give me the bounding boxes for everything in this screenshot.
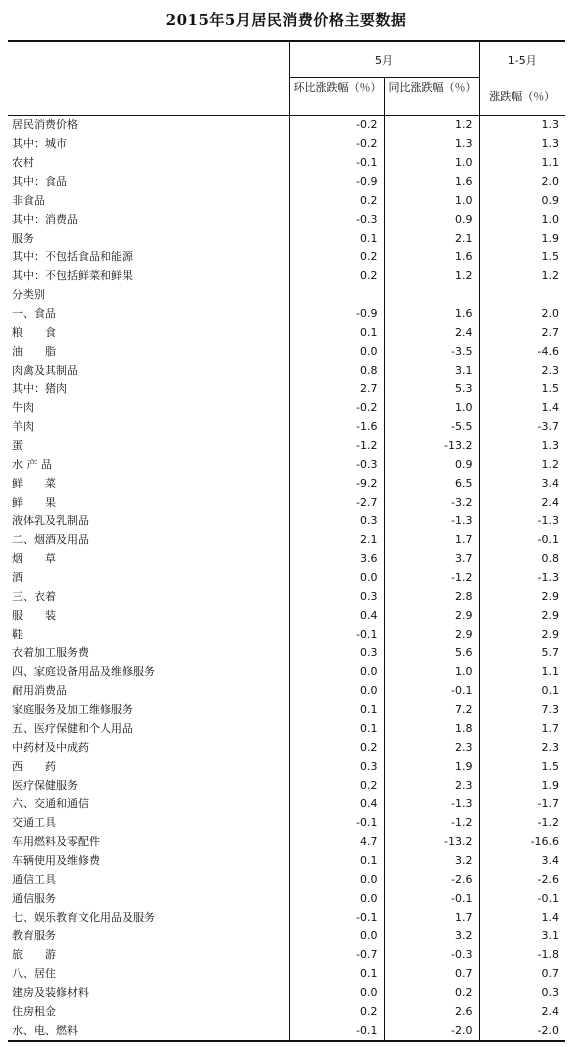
cumulative-change-value: 2.9: [479, 587, 565, 606]
yoy-change-value: -2.0: [384, 1021, 479, 1041]
row-label: 其中：消费品: [12, 212, 78, 226]
mom-change-value: 0.4: [289, 795, 384, 814]
cumulative-change-value: 1.3: [479, 116, 565, 135]
yoy-change-value: 0.7: [384, 965, 479, 984]
table-row: [8, 984, 565, 1003]
yoy-change-value: 3.7: [384, 550, 479, 569]
yoy-change-value: 1.2: [384, 267, 479, 286]
cumulative-change-value: 2.4: [479, 493, 565, 512]
yoy-change-value: 1.0: [384, 154, 479, 173]
yoy-change-value: -0.1: [384, 889, 479, 908]
cumulative-change-value: 0.7: [479, 965, 565, 984]
cumulative-change-value: -1.8: [479, 946, 565, 965]
mom-change-value: -0.3: [289, 210, 384, 229]
cumulative-change-value: -2.0: [479, 1021, 565, 1041]
yoy-change-value: -3.2: [384, 493, 479, 512]
table-row: [8, 455, 565, 474]
row-label: 车辆使用及维修费: [12, 853, 100, 867]
yoy-change-value: -1.2: [384, 814, 479, 833]
mom-change-value: 0.4: [289, 606, 384, 625]
mom-change-value: 0.1: [289, 229, 384, 248]
cumulative-change-value: -1.3: [479, 569, 565, 588]
table-row: [8, 380, 565, 399]
row-label: 耐用消费品: [12, 684, 67, 698]
mom-change-value: 4.7: [289, 833, 384, 852]
yoy-change-value: 2.6: [384, 1002, 479, 1021]
mom-change-value: -0.1: [289, 625, 384, 644]
table-row: [8, 757, 565, 776]
row-label: 水、电、燃料: [8, 1021, 289, 1041]
row-label: 家庭服务及加工维修服务: [12, 703, 133, 717]
row-label: 五、医疗保健和个人用品: [12, 721, 133, 735]
cumulative-change-value: -0.1: [479, 889, 565, 908]
yoy-change-value: -1.2: [384, 569, 479, 588]
table-row: [8, 286, 565, 305]
mom-change-value: -0.1: [289, 1021, 384, 1041]
cumulative-column-header: 1-5月: [479, 41, 565, 78]
mom-change-value: 0.0: [289, 927, 384, 946]
table-row: [8, 323, 565, 342]
row-label: 旅 游: [12, 948, 56, 962]
table-row: [8, 644, 565, 663]
row-label: 牛肉: [12, 401, 34, 415]
mom-change-value: 0.1: [289, 701, 384, 720]
row-label: 鞋: [12, 627, 23, 641]
table-row: [8, 210, 565, 229]
table-row: [8, 663, 565, 682]
row-label: 分类别: [12, 288, 45, 302]
table-row: [8, 852, 565, 871]
table-header: [8, 41, 565, 116]
mom-change-value: -0.7: [289, 946, 384, 965]
row-label: 建房及装修材料: [12, 985, 89, 999]
cumulative-change-value: -1.3: [479, 512, 565, 531]
row-label: 酒: [12, 571, 23, 585]
yoy-change-value: 2.8: [384, 587, 479, 606]
cumulative-change-value: -4.6: [479, 342, 565, 361]
yoy-change-value: 2.9: [384, 625, 479, 644]
mom-change-value: 0.3: [289, 587, 384, 606]
row-label: 通信服务: [12, 891, 56, 905]
table-row: [8, 229, 565, 248]
cumulative-change-value: -2.6: [479, 870, 565, 889]
cumulative-change-header: 涨跌幅（％）: [479, 78, 565, 116]
table-row: [8, 927, 565, 946]
yoy-change-value: 1.0: [384, 663, 479, 682]
mom-change-header: 环比涨跌幅（％）: [289, 78, 384, 116]
row-label: 其中：猪肉: [12, 382, 67, 396]
yoy-change-value: -0.1: [384, 682, 479, 701]
table-row: [8, 738, 565, 757]
mom-change-value: 0.8: [289, 361, 384, 380]
row-label: 非食品: [12, 193, 45, 207]
mom-change-value: 0.0: [289, 984, 384, 1003]
row-label: 八、居住: [12, 967, 56, 981]
mom-change-value: 2.1: [289, 531, 384, 550]
yoy-change-value: 2.9: [384, 606, 479, 625]
mom-change-value: -0.2: [289, 135, 384, 154]
mom-change-value: 0.2: [289, 1002, 384, 1021]
row-label: 水 产 品: [12, 457, 52, 471]
row-label: 鲜 果: [12, 495, 56, 509]
mom-change-value: 0.2: [289, 191, 384, 210]
mom-change-value: -0.1: [289, 154, 384, 173]
cumulative-change-value: 3.1: [479, 927, 565, 946]
mom-change-value: 0.3: [289, 757, 384, 776]
row-label: 住房租金: [12, 1004, 56, 1018]
mom-change-value: -0.9: [289, 173, 384, 192]
cumulative-change-value: 1.1: [479, 663, 565, 682]
table-row: [8, 965, 565, 984]
yoy-change-value: 0.9: [384, 455, 479, 474]
yoy-change-value: 3.1: [384, 361, 479, 380]
mom-change-value: 0.0: [289, 569, 384, 588]
mom-change-value: 0.0: [289, 870, 384, 889]
mom-change-value: 0.0: [289, 342, 384, 361]
table-row: [8, 833, 565, 852]
table-row: [8, 587, 565, 606]
cpi-table: [8, 40, 565, 1042]
row-label: 蛋: [12, 439, 23, 453]
table-row: [8, 776, 565, 795]
table-row: [8, 531, 565, 550]
cumulative-change-value: 1.3: [479, 135, 565, 154]
cumulative-change-value: 2.0: [479, 305, 565, 324]
mom-change-value: 0.0: [289, 663, 384, 682]
yoy-change-value: 3.2: [384, 927, 479, 946]
yoy-change-value: 1.7: [384, 908, 479, 927]
table-row: [8, 1021, 565, 1041]
mom-change-value: 0.1: [289, 323, 384, 342]
yoy-change-value: 2.3: [384, 776, 479, 795]
yoy-change-value: 5.6: [384, 644, 479, 663]
row-label: 农村: [12, 156, 34, 170]
cumulative-change-value: 1.1: [479, 154, 565, 173]
mom-change-value: 0.0: [289, 889, 384, 908]
cumulative-change-value: -1.7: [479, 795, 565, 814]
row-label: 油 脂: [12, 344, 56, 358]
yoy-change-value: -3.5: [384, 342, 479, 361]
label-column-header: [8, 41, 289, 116]
yoy-change-value: -5.5: [384, 418, 479, 437]
mom-change-value: 0.2: [289, 738, 384, 757]
cumulative-change-value: 0.1: [479, 682, 565, 701]
cumulative-change-value: 2.0: [479, 173, 565, 192]
table-row: [8, 154, 565, 173]
table-row: [8, 248, 565, 267]
yoy-change-value: 2.3: [384, 738, 479, 757]
yoy-change-value: -13.2: [384, 833, 479, 852]
cumulative-change-value: 3.4: [479, 474, 565, 493]
cumulative-change-value: 1.5: [479, 248, 565, 267]
row-label: 七、娱乐教育文化用品及服务: [12, 910, 155, 924]
mom-change-value: 0.1: [289, 852, 384, 871]
cumulative-change-value: 1.5: [479, 380, 565, 399]
cumulative-change-value: 1.0: [479, 210, 565, 229]
table-row: [8, 116, 565, 135]
mom-change-value: -1.6: [289, 418, 384, 437]
table-row: [8, 946, 565, 965]
cumulative-change-value: 2.7: [479, 323, 565, 342]
cumulative-change-value: 1.2: [479, 267, 565, 286]
table-row: [8, 550, 565, 569]
row-label: 其中：不包括食品和能源: [12, 250, 133, 264]
mom-change-value: -9.2: [289, 474, 384, 493]
table-row: [8, 1002, 565, 1021]
cumulative-change-value: -0.1: [479, 531, 565, 550]
month-column-header: 5月: [289, 41, 479, 78]
row-label: 其中：不包括鲜菜和鲜果: [12, 269, 133, 283]
table-row: [8, 361, 565, 380]
yoy-change-value: 1.0: [384, 399, 479, 418]
row-label: 烟 草: [12, 552, 56, 566]
table-row: [8, 720, 565, 739]
table-row: [8, 342, 565, 361]
row-label: 鲜 菜: [12, 476, 56, 490]
cumulative-change-value: 1.9: [479, 776, 565, 795]
mom-change-value: -0.1: [289, 908, 384, 927]
yoy-change-value: [384, 286, 479, 305]
cumulative-change-value: 7.3: [479, 701, 565, 720]
mom-change-value: 0.3: [289, 644, 384, 663]
row-label: 居民消费价格: [12, 118, 78, 132]
yoy-change-value: 1.6: [384, 248, 479, 267]
table-row: [8, 135, 565, 154]
row-label: 肉禽及其制品: [12, 363, 78, 377]
cumulative-change-value: [479, 286, 565, 305]
table-row: [8, 512, 565, 531]
mom-change-value: -0.1: [289, 814, 384, 833]
mom-change-value: -0.2: [289, 116, 384, 135]
row-label: 其中：城市: [12, 137, 67, 151]
yoy-change-value: 1.8: [384, 720, 479, 739]
cumulative-change-value: 3.4: [479, 852, 565, 871]
yoy-change-value: 0.9: [384, 210, 479, 229]
mom-change-value: 0.2: [289, 776, 384, 795]
cumulative-change-value: -1.2: [479, 814, 565, 833]
table-body: [8, 116, 565, 1042]
cumulative-change-value: 0.8: [479, 550, 565, 569]
cumulative-change-value: -3.7: [479, 418, 565, 437]
table-row: [8, 814, 565, 833]
yoy-change-value: 2.1: [384, 229, 479, 248]
table-row: [8, 437, 565, 456]
row-label: 医疗保健服务: [12, 778, 78, 792]
table-row: [8, 305, 565, 324]
yoy-change-header: 同比涨跌幅（％）: [384, 78, 479, 116]
cumulative-change-value: 1.4: [479, 399, 565, 418]
mom-change-value: 0.2: [289, 248, 384, 267]
cumulative-change-value: -16.6: [479, 833, 565, 852]
cumulative-change-value: 5.7: [479, 644, 565, 663]
cumulative-change-value: 1.2: [479, 455, 565, 474]
row-label: 西 药: [12, 759, 56, 773]
table-row: [8, 267, 565, 286]
table-row: [8, 493, 565, 512]
row-label: 服务: [12, 231, 34, 245]
yoy-change-value: 6.5: [384, 474, 479, 493]
row-label: 四、家庭设备用品及维修服务: [12, 665, 155, 679]
table-row: [8, 908, 565, 927]
mom-change-value: 0.1: [289, 965, 384, 984]
yoy-change-value: 5.3: [384, 380, 479, 399]
table-row: [8, 870, 565, 889]
table-row: [8, 606, 565, 625]
table-row: [8, 701, 565, 720]
yoy-change-value: 1.6: [384, 173, 479, 192]
row-label: 液体乳及乳制品: [12, 514, 89, 528]
row-label: 二、烟酒及用品: [12, 533, 89, 547]
table-row: [8, 474, 565, 493]
cumulative-change-value: 1.9: [479, 229, 565, 248]
mom-change-value: 3.6: [289, 550, 384, 569]
yoy-change-value: 0.2: [384, 984, 479, 1003]
table-row: [8, 795, 565, 814]
yoy-change-value: 1.6: [384, 305, 479, 324]
row-label: 其中：食品: [12, 175, 67, 188]
yoy-change-value: 1.7: [384, 531, 479, 550]
cumulative-change-value: 1.4: [479, 908, 565, 927]
row-label: 车用燃料及零配件: [12, 835, 100, 849]
table-row: [8, 889, 565, 908]
table-row: [8, 625, 565, 644]
table-row: [8, 682, 565, 701]
cumulative-change-value: 2.9: [479, 606, 565, 625]
mom-change-value: 0.1: [289, 720, 384, 739]
cumulative-change-value: 0.9: [479, 191, 565, 210]
cumulative-change-value: 0.3: [479, 984, 565, 1003]
mom-change-value: -2.7: [289, 493, 384, 512]
cumulative-change-value: 1.3: [479, 437, 565, 456]
cumulative-change-value: 2.4: [479, 1002, 565, 1021]
row-label: 粮 食: [12, 325, 56, 339]
yoy-change-value: -2.6: [384, 870, 479, 889]
row-label: 衣着加工服务费: [12, 646, 89, 660]
mom-change-value: 0.0: [289, 682, 384, 701]
yoy-change-value: 3.2: [384, 852, 479, 871]
table-row: [8, 191, 565, 210]
cumulative-change-value: 1.5: [479, 757, 565, 776]
yoy-change-value: 1.2: [384, 116, 479, 135]
table-row: [8, 173, 565, 192]
row-label: 三、衣着: [12, 589, 56, 603]
table-row: [8, 569, 565, 588]
mom-change-value: 2.7: [289, 380, 384, 399]
mom-change-value: -0.3: [289, 455, 384, 474]
yoy-change-value: 1.3: [384, 135, 479, 154]
cumulative-change-value: 2.9: [479, 625, 565, 644]
row-label: 羊肉: [12, 420, 34, 434]
cumulative-change-value: 2.3: [479, 361, 565, 380]
yoy-change-value: -1.3: [384, 795, 479, 814]
yoy-change-value: -1.3: [384, 512, 479, 531]
cumulative-change-value: 2.3: [479, 738, 565, 757]
row-label: 中药材及中成药: [12, 740, 89, 754]
row-label: 一、食品: [12, 307, 56, 321]
row-label: 教育服务: [12, 929, 56, 943]
row-label: 交通工具: [12, 816, 56, 830]
row-label: 服 装: [12, 608, 56, 622]
yoy-change-value: 7.2: [384, 701, 479, 720]
mom-change-value: -0.9: [289, 305, 384, 324]
yoy-change-value: 1.9: [384, 757, 479, 776]
yoy-change-value: 2.4: [384, 323, 479, 342]
yoy-change-value: 1.0: [384, 191, 479, 210]
yoy-change-value: -13.2: [384, 437, 479, 456]
table-row: [8, 418, 565, 437]
row-label: 六、交通和通信: [12, 797, 89, 811]
mom-change-value: -0.2: [289, 399, 384, 418]
mom-change-value: -1.2: [289, 437, 384, 456]
mom-change-value: [289, 286, 384, 305]
mom-change-value: 0.3: [289, 512, 384, 531]
row-label: 通信工具: [12, 872, 56, 886]
mom-change-value: 0.2: [289, 267, 384, 286]
cumulative-change-value: 1.7: [479, 720, 565, 739]
page-title: 2015年5月居民消费价格主要数据: [165, 11, 407, 29]
yoy-change-value: -0.3: [384, 946, 479, 965]
table-row: [8, 399, 565, 418]
